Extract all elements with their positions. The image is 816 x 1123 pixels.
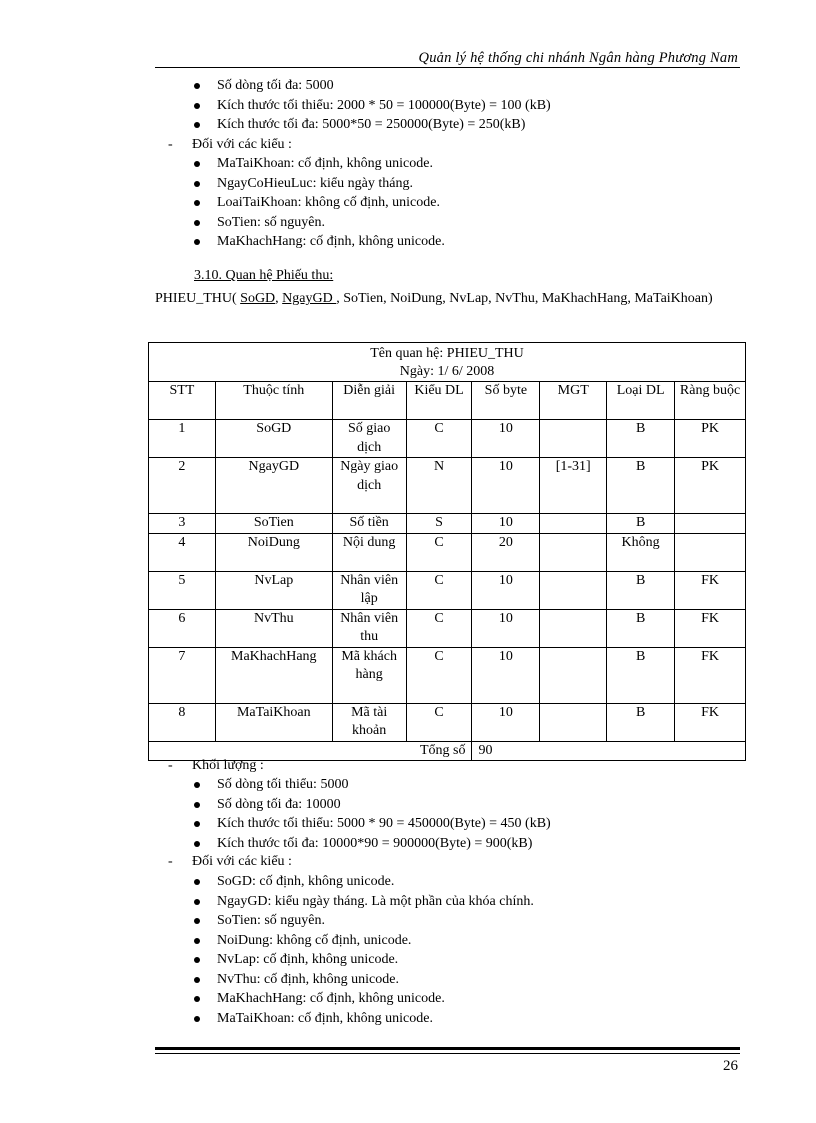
table-row [149,571,746,609]
list-item: MaTaiKhoan: cố định, không unicode. [0,1009,534,1029]
cell-mgt [540,703,607,741]
cell-thuoc-tinh: MaKhachHang [215,647,332,703]
cell-mgt [540,647,607,703]
types-heading-text: Đối với các kiểu : [192,854,292,869]
cell-so-byte: 10 [472,514,540,534]
cell-mgt [540,533,607,571]
table-caption-relation: Tên quan hệ: PHIEU_THU [370,346,524,361]
cell-stt: 8 [149,703,216,741]
header-mgt: MGT [540,382,607,420]
cell-rang-buoc: FK [675,703,746,741]
volume-heading [0,756,700,776]
cell-dien-giai: Mã tài khoản [332,703,406,741]
types-heading-text: Đối với các kiểu : [192,137,292,152]
cell-dien-giai: Số giao dịch [332,420,406,458]
dash-mark: - [168,137,173,152]
cell-mgt [540,420,607,458]
cell-so-byte: 10 [472,647,540,703]
cell-dien-giai: Mã khách hàng [332,647,406,703]
cell-kieu-dl: N [406,458,472,514]
types-list-2 [0,872,534,1028]
cell-thuoc-tinh: NvThu [215,609,332,647]
list-item: MaKhachHang: cố định, không unicode. [0,989,534,1009]
table-caption-date: Ngày: 1/ 6/ 2008 [399,364,495,379]
footer-rule-thin [155,1053,740,1054]
cell-stt: 6 [149,609,216,647]
cell-loai-dl: B [607,647,675,703]
cell-so-byte: 10 [472,571,540,609]
cell-stt: 3 [149,514,216,534]
schema-key-sogd: SoGD [240,291,276,306]
list-item: Số dòng tối đa: 5000 [0,76,551,96]
schema-prefix: PHIEU_THU( [155,291,241,306]
list-item: NgayCoHieuLuc: kiểu ngày tháng. [0,174,445,194]
total-label: Tổng số [149,741,472,761]
cell-stt: 2 [149,458,216,514]
types-list-1 [0,154,445,252]
cell-thuoc-tinh: NoiDung [215,533,332,571]
cell-rang-buoc [675,533,746,571]
cell-loai-dl: B [607,458,675,514]
dash-mark: - [168,854,173,869]
cell-rang-buoc: PK [675,458,746,514]
relation-table [148,342,746,761]
list-item: NvLap: cố định, không unicode. [0,950,534,970]
header-stt: STT [149,382,216,420]
cell-kieu-dl: C [406,609,472,647]
cell-rang-buoc: PK [675,420,746,458]
types-heading-1 [0,135,700,155]
header-so-byte: Số byte [472,382,540,420]
dash-mark: - [168,758,173,773]
cell-dien-giai: Số tiền [332,514,406,534]
cell-mgt [540,571,607,609]
cell-dien-giai: Ngày giao dịch [332,458,406,514]
cell-thuoc-tinh: SoTien [215,514,332,534]
table-caption-row [149,343,746,382]
list-item: Số dòng tối đa: 10000 [0,795,551,815]
cell-mgt: [1-31] [540,458,607,514]
cell-so-byte: 10 [472,609,540,647]
header-thuoc-tinh: Thuộc tính [215,382,332,420]
schema-separator: , [275,291,283,306]
cell-loai-dl: Không [607,533,675,571]
cell-kieu-dl: S [406,514,472,534]
list-item: MaTaiKhoan: cố định, không unicode. [0,154,445,174]
cell-dien-giai: Nhân viên thu [332,609,406,647]
table-row [149,458,746,514]
cell-thuoc-tinh: NvLap [215,571,332,609]
list-item: MaKhachHang: cố định, không unicode. [0,232,445,252]
list-item: SoTien: số nguyên. [0,911,534,931]
cell-stt: 5 [149,571,216,609]
table-caption [149,343,746,382]
cell-dien-giai: Nhân viên lập [332,571,406,609]
cell-rang-buoc: FK [675,571,746,609]
cell-so-byte: 10 [472,703,540,741]
types-heading-2 [0,852,700,872]
header-kieu-dl: Kiểu DL [406,382,472,420]
table-row [149,703,746,741]
list-item: NoiDung: không cố định, unicode. [0,931,534,951]
cell-loai-dl: B [607,609,675,647]
list-item: LoaiTaiKhoan: không cố định, unicode. [0,193,445,213]
list-item: Kích thước tối đa: 5000*50 = 250000(Byte) = 250(kB) [0,115,551,135]
cell-thuoc-tinh: MaTaiKhoan [215,703,332,741]
schema-rest: , SoTien, NoiDung, NvLap, NvThu, MaKhachHang, MaTaiKhoan) [336,291,713,306]
footer-rule-thick [155,1047,740,1050]
section-heading: 3.10. Quan hệ Phiếu thu: [194,268,334,283]
page-header-title: Quản lý hệ thống chi nhánh Ngân hàng Phương Nam [418,50,738,66]
list-item: Kích thước tối thiểu: 2000 * 50 = 100000(Byte) = 100 (kB) [0,96,551,116]
cell-so-byte: 10 [472,458,540,514]
table-row [149,609,746,647]
cell-thuoc-tinh: NgayGD [215,458,332,514]
list-item: NgayGD: kiểu ngày tháng. Là một phần của khóa chính. [0,892,534,912]
volume-heading-text: Khối lượng : [192,758,264,773]
cell-kieu-dl: C [406,571,472,609]
cell-loai-dl: B [607,514,675,534]
table-row [149,420,746,458]
cell-so-byte: 10 [472,420,540,458]
cell-kieu-dl: C [406,420,472,458]
schema-key-ngaygd: NgayGD [282,291,337,306]
relation-schema [155,289,745,309]
cell-rang-buoc: FK [675,647,746,703]
list-item: Số dòng tối thiểu: 5000 [0,775,551,795]
list-item: SoGD: cố định, không unicode. [0,872,534,892]
list-item: NvThu: cố định, không unicode. [0,970,534,990]
volume-list [0,775,551,853]
cell-thuoc-tinh: SoGD [215,420,332,458]
cell-rang-buoc [675,514,746,534]
list-item: SoTien: số nguyên. [0,213,445,233]
cell-mgt [540,514,607,534]
cell-kieu-dl: C [406,703,472,741]
cell-kieu-dl: C [406,647,472,703]
cell-stt: 4 [149,533,216,571]
cell-loai-dl: B [607,571,675,609]
cell-loai-dl: B [607,703,675,741]
cell-dien-giai: Nội dung [332,533,406,571]
list-item: Kích thước tối thiểu: 5000 * 90 = 450000(Byte) = 450 (kB) [0,814,551,834]
cell-stt: 1 [149,420,216,458]
cell-kieu-dl: C [406,533,472,571]
page-number: 26 [723,1058,738,1074]
cell-mgt [540,609,607,647]
top-bullet-list [0,76,551,135]
list-item: Kích thước tối đa: 10000*90 = 900000(Byte) = 900(kB) [0,834,551,854]
cell-loai-dl: B [607,420,675,458]
cell-rang-buoc: FK [675,609,746,647]
header-loai-dl: Loại DL [607,382,675,420]
cell-so-byte: 20 [472,533,540,571]
cell-stt: 7 [149,647,216,703]
header-rule [155,67,740,68]
table-row [149,514,746,534]
table-row [149,647,746,703]
header-dien-giai: Diễn giải [332,382,406,420]
header-rang-buoc: Ràng buộc [675,382,746,420]
table-row [149,533,746,571]
total-value: 90 [472,741,746,761]
table-header-row [149,382,746,420]
